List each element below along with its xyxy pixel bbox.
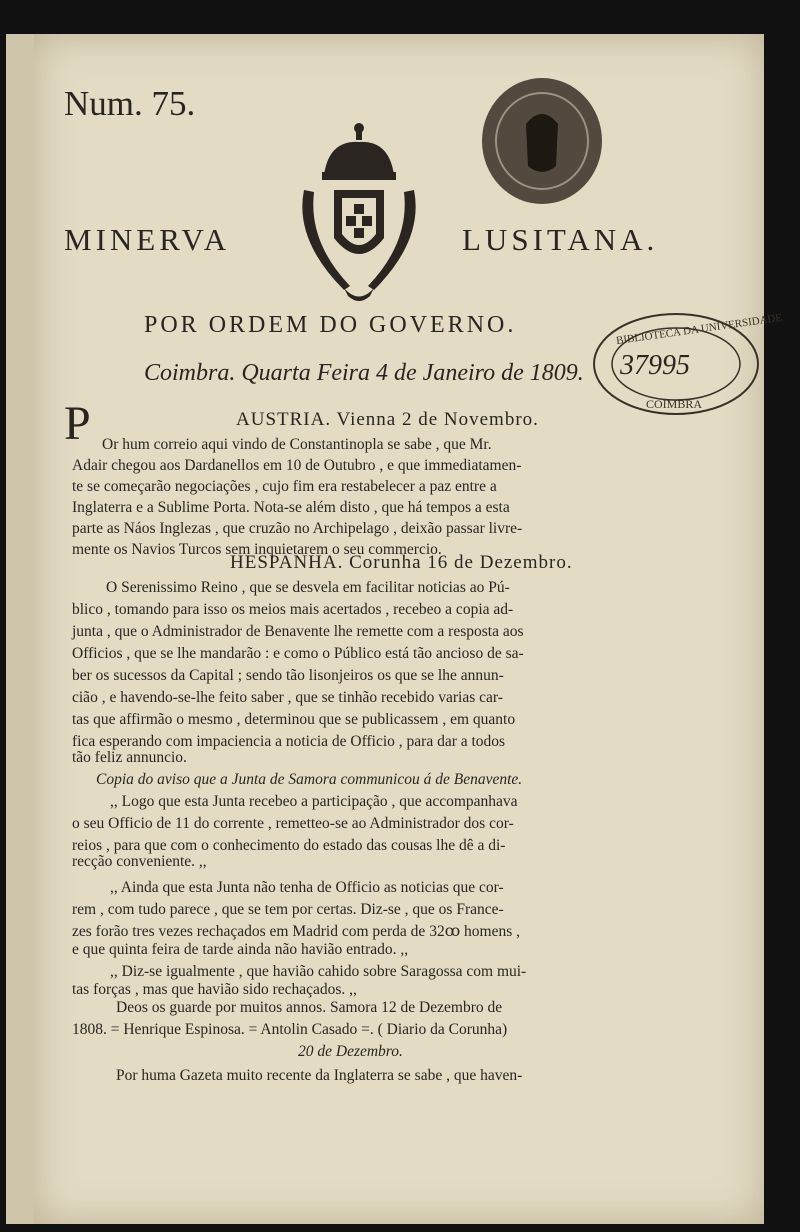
text-line: reios , para que com o conhecimento do estado das cousas lhe dê a di-	[72, 837, 506, 854]
text-line: rem , com tudo parece , que se tem por certas. Diz-se , que os France-	[72, 901, 504, 918]
university-coimbra-stamp	[590, 308, 783, 420]
text-line: te se começarão negociações , cujo fim era restabelecer a paz entre a	[72, 478, 497, 495]
text-line: ,, Logo que esta Junta recebeo a participação , que accompanhava	[110, 793, 518, 810]
text-line: ,, Ainda que esta Junta não tenha de Officio as noticias que cor-	[110, 879, 504, 896]
text-line: Or hum correio aqui vindo de Constantinopla se sabe , que Mr.	[102, 436, 492, 453]
text-line: ,, Diz-se igualmente , que havião cahido sobre Saragossa com mui-	[110, 963, 527, 980]
text-line: blico , tomando para isso os meios mais acertados , recebeo a copia ad-	[72, 601, 514, 618]
text-line: e que quinta feira de tarde ainda não havião entrado. ,,	[72, 941, 409, 958]
text-line: HESPANHA. Corunha 16 de Dezembro.	[230, 552, 573, 573]
royal-coat-of-arms	[284, 120, 434, 310]
text-line: fica esperando com impaciencia a noticia de Officio , para dar a todos	[72, 733, 506, 750]
stamp-number: 37995	[620, 350, 690, 381]
text-line: Deos os guarde por muitos annos. Samora 12 de Dezembro de	[116, 999, 503, 1016]
page-edge	[6, 34, 34, 1224]
text-line: Adair chegou aos Dardanellos em 10 de Outubro , e que immediatamen-	[72, 457, 522, 474]
text-line: cião , e havendo-se-lhe feito saber , que se tinhão recebido varias car-	[72, 689, 503, 706]
text-line: O Serenissimo Reino , que se desvela em facilitar noticias ao Pú-	[106, 579, 510, 596]
text-line: zes forão tres vezes rechaçados em Madrid com perda de 32ꝏ homens ,	[72, 923, 521, 940]
text-line: recção conveniente. ,,	[72, 853, 207, 870]
text-line: Officios , que se lhe mandarão : e como o Público está tão ancioso de sa-	[72, 645, 524, 662]
text-line: AUSTRIA. Vienna 2 de Novembro.	[236, 409, 539, 430]
text-line: ber os sucessos da Capital ; sendo tão lisonjeiros os que se lhe annun-	[72, 667, 504, 684]
text-line: 1808. = Henrique Espinosa. = Antolin Casado =. ( Diario da Corunha)	[72, 1021, 508, 1038]
text-line: parte as Náos Inglezas , que cruzão no Archipelago , deixão passar livre-	[72, 520, 523, 537]
text-line: mente os Navios Turcos sem inquietarem o seu commercio.	[72, 541, 442, 558]
svg-text:COIMBRA: COIMBRA	[646, 397, 703, 411]
text-line: o seu Officio de 11 do corrente , remetteo-se ao Administrador dos cor-	[72, 815, 514, 832]
issue-number: Num. 75.	[64, 84, 196, 123]
text-line: 20 de Dezembro.	[298, 1043, 403, 1060]
text-line: tas que affirmão o mesmo , determinou que se publicassem , em quanto	[72, 711, 516, 728]
text-line: Por huma Gazeta muito recente da Inglaterra se sabe , que haven-	[116, 1067, 523, 1084]
text-line: tão feliz annuncio.	[72, 749, 187, 766]
text-line: Inglaterra e a Sublime Porta. Nota-se além disto , que há tempos a esta	[72, 499, 510, 516]
library-seal-stamp	[478, 74, 606, 208]
masthead-right: LUSITANA.	[462, 222, 659, 257]
drop-cap: P	[64, 397, 91, 450]
dateline: Coimbra. Quarta Feira 4 de Janeiro de 1809.	[144, 360, 584, 386]
masthead-left: MINERVA	[64, 222, 231, 257]
text-line: junta , que o Administrador de Benavente lhe remette com a resposta aos	[72, 623, 524, 640]
subtitle: POR ORDEM DO GOVERNO.	[144, 312, 517, 338]
text-line: tas forças , mas que havião sido rechaçados. ,,	[72, 981, 357, 998]
text-line: Copia do aviso que a Junta de Samora communicou á de Benavente.	[96, 771, 523, 788]
svg-text:BIBLIOTECA DA UNIVERSIDADE: BIBLIOTECA DA UNIVERSIDADE	[615, 311, 783, 348]
